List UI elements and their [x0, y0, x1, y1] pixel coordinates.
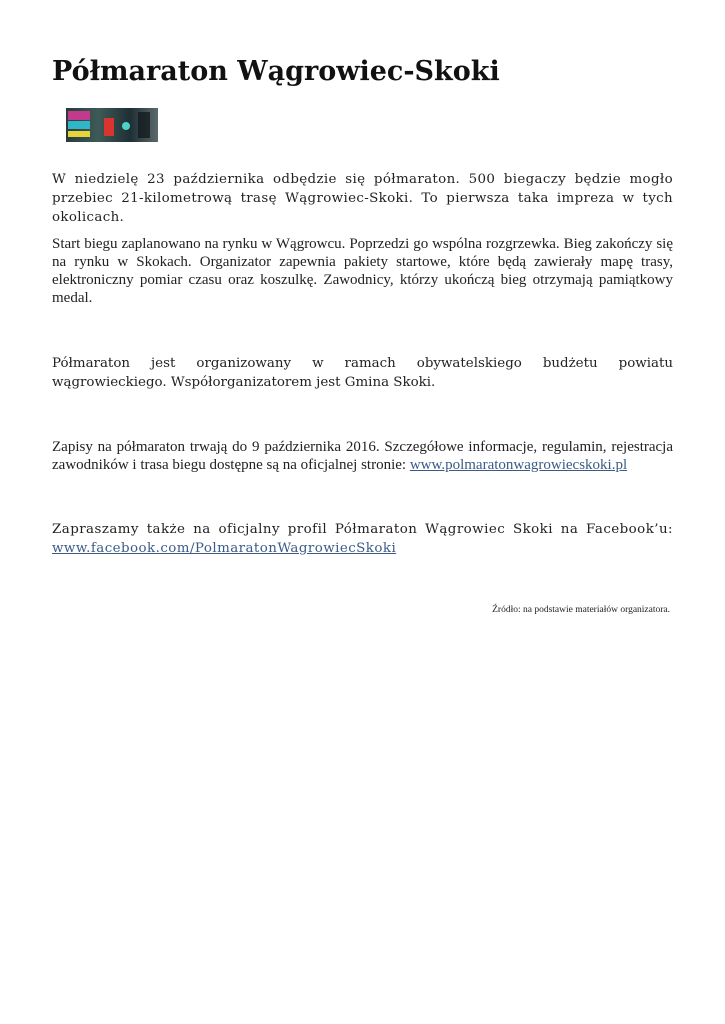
- thumbnail-detail: [122, 122, 130, 130]
- official-site-link[interactable]: www.polmaratonwagrowiecskoki.pl: [409, 457, 628, 473]
- paragraph-registration: [52, 438, 673, 474]
- thumbnail-detail: [68, 111, 90, 120]
- thumbnail-detail: [68, 121, 90, 129]
- facebook-invite-text: Zapraszamy także na oficjalny profil Półmaraton Wągrowiec Skoki na Facebook’u:: [52, 522, 673, 537]
- thumbnail-detail: [104, 118, 114, 136]
- paragraph-start-details: Start biegu zaplanowano na rynku w Wągrowcu. Poprzedzi go wspólna rozgrzewka. Bieg zakończy się na rynku w Skokach. Organizator zapewnia pakiety startowe, które będą zawierały mapę trasy, elektroniczny pomiar czasu oraz koszulkę. Zawodnicy, którzy ukończą bieg otrzymają pamiątkowy medal.: [52, 236, 673, 306]
- source-note: Źródło: na podstawie materiałów organizatora.: [492, 605, 670, 615]
- thumbnail-detail: [68, 131, 90, 137]
- paragraph-intro: W niedzielę 23 października odbędzie się półmaraton. 500 biegaczy będzie mogło przebiec 21-kilometrową trasę Wągrowiec-Skoki. To pierwsza taka impreza w tych okolicach.: [52, 172, 673, 225]
- thumbnail-detail: [138, 112, 150, 138]
- page-title: Półmaraton Wągrowiec-Skoki: [52, 56, 500, 87]
- paragraph-organization: Półmaraton jest organizowany w ramach obywatelskiego budżetu powiatu wągrowieckiego. Współorganizatorem jest Gmina Skoki.: [52, 356, 673, 390]
- paragraph-facebook: [52, 520, 673, 558]
- facebook-profile-link[interactable]: www.facebook.com/PolmaratonWagrowiecSkoki: [52, 541, 397, 556]
- registration-text: Zapisy na półmaraton trwają do 9 października 2016. Szczegółowe informacje, regulamin, rejestracja zawodników i trasa biegu dostępne są na oficjalnej stronie:: [52, 439, 673, 473]
- article-thumbnail-image[interactable]: [66, 108, 158, 142]
